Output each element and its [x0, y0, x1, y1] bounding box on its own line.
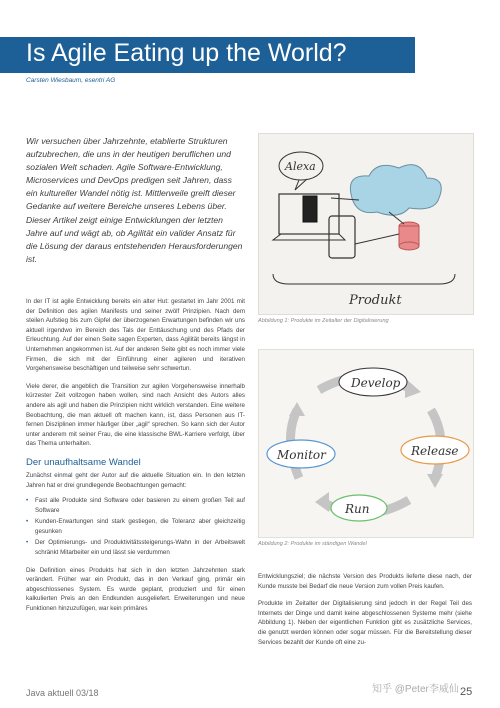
- magazine-issue: Java aktuell 03/18: [26, 688, 99, 698]
- figure-caption: Abbildung 2: Produkte im ständigen Wandel: [258, 541, 367, 547]
- cycle-label-monitor: Monitor: [277, 448, 326, 462]
- figure-continuous-change: [258, 349, 474, 538]
- body-paragraph: Die Definition eines Produkts hat sich in den letzten Jahrzehnten stark verändert. Früher war ein Produkt, das in den Verkauf ging, primär ein abgeschlossenes System. Es wurde geplant, produziert und für einen kalkulierten Preis an den Endkunden ausgeliefert. Erweiterungen und neue Funktionen hinzuzufügen, war kein primäres: [26, 566, 245, 613]
- article-title: Is Agile Eating up the World?: [26, 39, 347, 67]
- list-item: • Fast alle Produkte sind Software oder basieren zu einem großen Teil auf Software: [26, 497, 245, 514]
- body-paragraph: Viele derer, die angeblich die Transition zur agilen Vorgehensweise innerhalb kürzester Zeit vollzogen haben wollen, sind nach Ansicht des Autors alles andere als agil und haben die Prinzipien nicht wirklich verstanden. Eine weitere Beobachtung, die man aktuell oft machen kann, ist, dass Personen aus IT-fernen Disziplinen immer häufiger über „agil“ sprechen. So kann sich der Autor unter anderem mit seiner Frau, die eine klassische BWL-Karriere verfolgt, über das Thema unterhalten.: [26, 382, 245, 448]
- list-item: • Kunden-Erwartungen sind stark gestiegen, die Toleranz aber gleichzeitig gesunken: [26, 518, 245, 535]
- right-column: [258, 572, 472, 655]
- figure-caption: Abbildung 1: Produkte im Zeitalter der Digitalisierung: [258, 318, 389, 324]
- body-paragraph: Zunächst einmal geht der Autor auf die aktuelle Situation ein. In den letzten Jahren hat er drei grundlegende Beobachtungen gemacht:: [26, 471, 245, 489]
- author-line: Carsten Wiesbaum, esentri AG: [26, 77, 116, 84]
- cycle-label-release: Release: [411, 444, 459, 458]
- list-item: • Der Optimierungs- und Produktivitätssteigerungs-Wahn in der Arbeitswelt schränkt Mitarbeiter ein und lässt sie verdummen: [26, 539, 245, 557]
- page-number: 25: [460, 686, 473, 698]
- bullet-icon: •: [26, 539, 29, 547]
- lead-text: Wir versuchen über Jahrzehnte, etablierte Strukturen aufzubrechen, die uns in der heutigen beruflichen und sozialen Welt schaden. Agile Software-Entwicklung, Microservices und DevOps predigen seit Jahren, dass ein kultureller Wandel nötig ist. Mittlerweile greift dieser Gedanke auf weitere Bereiche unseres Lebens über. Dieser Artikel zeigt einige Entwicklungen der letzten Jahre auf und wägt ab, ob Agilität ein valider Ansatz für die Lösung der daraus entstehenden Herausforderungen ist.: [26, 136, 243, 264]
- sketch-produkt-label: Produkt: [349, 293, 402, 308]
- figure-products-digitalization: [258, 133, 474, 315]
- product-sketch: [259, 134, 473, 314]
- bullet-list: [26, 496, 245, 558]
- left-column: [26, 297, 245, 622]
- cycle-label-develop: Develop: [351, 376, 401, 390]
- body-paragraph: In der IT ist agile Entwicklung bereits ein alter Hut: gestartet im Jahr 2001 mit der Definition des agilen Manifests und seiner zwölf Prinzipien. Nach dem steilen Aufstieg bis zum Gipfel der überzogenen Erwartungen befinden wir uns aktuell irgendwo im Bereich des Tals der Enttäuschung und des Pfads der Erleuchtung. Auf der einen Seite sagen Experten, dass Agilität bereits längst in Unternehmen angekommen ist. Auf der anderen Seite gibt es noch immer viele Firmen, die sich mit der Einführung einer agileren und iterativen Vorgehensweise beschäftigen und teilweise sehr schwertun.: [26, 298, 245, 373]
- watermark: 知乎 @Peter李威仙: [372, 684, 459, 695]
- body-paragraph: Produkte im Zeitalter der Digitalisierung sind jedoch in der Regel Teil des Internets der Dinge und damit keine abgeschlossenen Systeme mehr (siehe Abbildung 1). Neben der eigentlichen Funktion gibt es zusätzliche Services, die genutzt werden können oder sogar müssen. Für die Bereitstellung dieser Services bezahlt der Kunde oft eine zu-: [258, 600, 472, 646]
- sketch-alexa-label: Alexa: [285, 160, 316, 173]
- cycle-diagram: [259, 350, 473, 537]
- bullet-icon: •: [26, 518, 29, 526]
- cycle-label-run: Run: [345, 502, 370, 516]
- body-paragraph: Entwicklungsziel; die nächste Version des Produkts lieferte diese nach, der Kunde musste bei Bedarf die neue Version zum vollen Preis kaufen.: [258, 573, 472, 590]
- section-heading: Der unaufhaltsame Wandel: [26, 456, 141, 468]
- bullet-icon: •: [26, 497, 29, 505]
- lead-paragraph: [26, 135, 244, 266]
